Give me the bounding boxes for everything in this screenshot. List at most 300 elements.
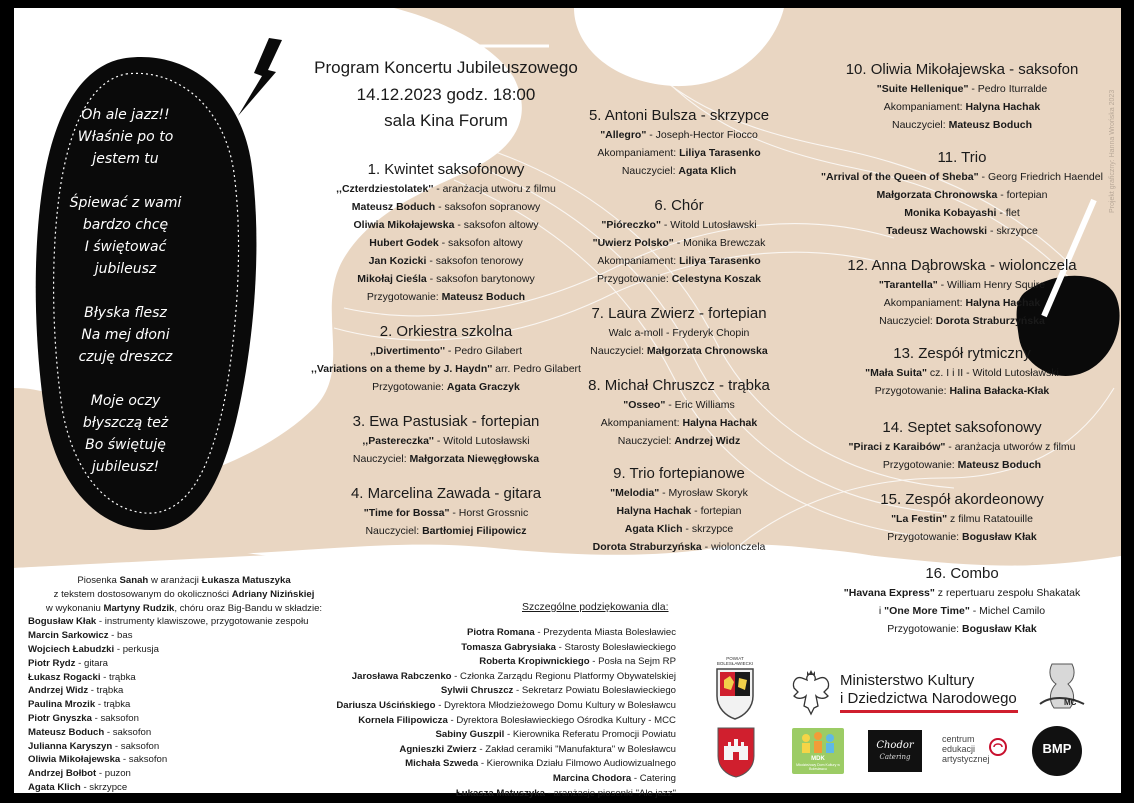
powiat-logo — [714, 656, 756, 722]
line-text: - trąbka — [88, 685, 124, 697]
line-text: z filmu Ratatouille — [947, 513, 1033, 525]
bold-text: Marcina Chodora — [552, 773, 632, 784]
thanks-line — [467, 626, 676, 639]
vertical-credit: Projekt graficzny: Hanna Wrońska 2023 — [1109, 89, 1116, 213]
song-credit-line — [28, 629, 133, 642]
line-text: cz. I i II - Witold Lutosławski — [927, 367, 1059, 379]
program-item-title: 4. Marcelina Zawada - gitara — [350, 485, 542, 502]
mc-label: MC — [1064, 698, 1077, 707]
thanks-line — [461, 641, 676, 654]
program-item-line — [848, 440, 1075, 454]
line-text: - Sekretarz Powiatu Bolesławieckiego — [513, 685, 676, 697]
program-item-line — [600, 128, 758, 142]
line-text: - Georg Friedrich Haendel — [978, 171, 1103, 183]
line-text: Nauczyciel: — [621, 165, 679, 177]
program-item-line — [879, 278, 1045, 292]
program-item-line — [618, 434, 740, 448]
program-item-title: 16. Combo — [925, 565, 999, 582]
bold-text: "Piraci z Karaibów" — [848, 441, 946, 453]
bold-text: Oliwia Mikołajewska — [28, 754, 121, 766]
bold-text: Dorota Straburzyńska — [935, 315, 1045, 327]
line-text: - Prezydenta Miasta Bolesławiec — [534, 627, 676, 638]
bold-text: Mateusz Boduch — [351, 201, 436, 213]
bmp-logo — [1032, 726, 1082, 776]
bold-text: Wojciech Łabudzki — [28, 644, 115, 655]
oval-lyric-line: Na mej dłoni — [81, 327, 170, 343]
program-item-line — [336, 182, 556, 196]
oval-lyric-line: Śpiewać z wami — [69, 195, 182, 211]
thanks-line — [405, 757, 676, 770]
line-text: Akompaniament: — [597, 147, 680, 159]
bold-text: Kornela Filipowicza — [358, 714, 448, 726]
program-item-title: 14. Septet saksofonowy — [882, 419, 1042, 436]
bold-text: Agata Klich — [28, 782, 81, 793]
oval-lyric-line — [58, 170, 193, 192]
program-item-line — [877, 82, 1047, 96]
line-text: - trąbka — [95, 699, 131, 711]
oval-lyric-line: Bo świętuję — [85, 437, 166, 453]
bold-text: Piotr Rydz — [28, 657, 76, 669]
song-credit-line — [28, 615, 308, 628]
program-item-title: 7. Laura Zwierz - fortepian — [591, 305, 767, 322]
line-text: - Posła na Sejm RP — [589, 656, 676, 668]
line-text: - aranżacja utworów z filmu — [945, 441, 1076, 453]
bold-text: Łukasza Matuszyka — [201, 575, 291, 586]
bold-text: ,,Czterdziestolatek'' — [336, 183, 434, 195]
bold-text: Jan Kozicki — [368, 255, 427, 267]
line-text: Akompaniament: — [597, 255, 680, 267]
bold-text: Mateusz Boduch — [441, 291, 526, 303]
bold-text: Mateusz Boduch — [957, 459, 1042, 471]
line-text: w aranżacji — [148, 575, 202, 586]
line-text: - aranżacje piosenki "Ale jazz" — [544, 787, 676, 799]
line-text: Nauczyciel: — [617, 435, 675, 447]
thanks-line — [399, 743, 676, 756]
line-text: - Eric Williams — [665, 399, 735, 411]
program-item-line — [593, 540, 766, 554]
line-text: - saksofon — [120, 754, 168, 766]
thanks-line — [553, 772, 676, 785]
line-text: Przygotowanie: — [887, 531, 963, 543]
line-text: - aranżacja utworu z filmu — [433, 183, 556, 195]
program-item-line — [622, 164, 736, 178]
program-item-line — [365, 524, 526, 538]
oval-lyric-line: Właśnie po to — [77, 129, 174, 145]
bold-text: Bogusław Kłak — [962, 531, 1037, 543]
program-item-line — [887, 530, 1036, 544]
line-text: w wykonaniu — [45, 602, 104, 614]
program-item-line — [617, 504, 742, 518]
song-credit-line — [28, 753, 167, 766]
program-item-line — [369, 236, 522, 250]
line-text: - trąbka — [100, 671, 136, 683]
line-text: - wiolonczela — [701, 541, 766, 553]
line-text: Piosenka — [77, 575, 120, 586]
program-item-line — [875, 384, 1050, 398]
line-text: z repertuaru zespołu Shakatak — [934, 587, 1081, 599]
powiat-coat-of-arms-icon — [714, 666, 756, 720]
oval-lyric-line: jestem tu — [92, 151, 159, 167]
program-item-line — [601, 416, 757, 430]
oval-lyric-line: jubileusz! — [91, 459, 160, 475]
bold-text: "Mała Suita" — [865, 367, 928, 379]
line-text: - Członka Zarządu Regionu Platformy Obywatelskiej — [451, 670, 676, 682]
song-credit-line — [28, 657, 108, 670]
line-text: - bas — [108, 630, 133, 642]
line-text: - Witold Lutosławski — [433, 435, 530, 447]
program-item-line — [353, 452, 539, 466]
song-credit-line — [28, 684, 123, 697]
line-text: - Catering — [631, 773, 676, 784]
bold-text: "Uwierz Polsko" — [592, 237, 674, 249]
bold-text: ,,Pastereczka'' — [362, 435, 434, 447]
bold-text: Małgorzata Chronowska — [876, 189, 998, 201]
bold-text: Łukasza Matuszyka — [455, 787, 545, 799]
line-text: - gitara — [75, 657, 108, 669]
song-credit-line — [28, 643, 159, 656]
program-item-line — [590, 344, 767, 358]
oval-lyric-line — [58, 368, 193, 390]
bold-text: Adriany Nizińskiej — [231, 588, 315, 600]
bold-text: Martyny Rudzik — [103, 602, 175, 614]
program-item-title: 3. Ewa Pastusiak - fortepian — [352, 413, 540, 430]
song-credit-line — [28, 740, 159, 753]
bold-text: "Havana Express" — [843, 587, 935, 599]
bmp-label: BMP — [1042, 741, 1072, 756]
line-text: - Kierownika Działu Filmowo Audiowizualnego — [478, 758, 676, 770]
program-item-line — [352, 200, 540, 214]
line-text: - saksofon altowy — [438, 237, 523, 249]
eagle-icon — [788, 668, 834, 720]
chodor-line2: Catering — [879, 753, 911, 761]
line-text: - flet — [996, 207, 1020, 219]
thanks-line — [479, 655, 676, 668]
line-text: - fortepian — [997, 189, 1048, 201]
program-item-line — [362, 434, 529, 448]
oval-lyric-line — [58, 280, 193, 302]
mdk-subtitle: Młodzieżowy Dom Kultury w Bolesławcu — [796, 763, 840, 771]
song-credit-line — [28, 698, 130, 711]
bold-text: Mateusz Boduch — [948, 119, 1033, 131]
line-text: - skrzypce — [80, 782, 128, 793]
line-text: z tekstem dostosowanym do okoliczności — [53, 588, 232, 600]
bold-text: Agata Klich — [678, 165, 737, 177]
concert-venue: sala Kina Forum — [384, 111, 508, 130]
line-text: - Dyrektora Bolesławieckiego Ośrodka Kultury - MCC — [447, 714, 676, 726]
bold-text: Dariusza Uścińskiego — [336, 700, 436, 711]
program-item-line — [372, 380, 520, 394]
line-text: Przygotowanie: — [882, 459, 958, 471]
oval-lyric-line: Oh ale jazz!! — [81, 107, 170, 123]
program-item-line — [601, 218, 756, 232]
line-text: - Myrosław Skoryk — [659, 487, 748, 499]
program-item-title: 10. Oliwia Mikołajewska - saksofon — [845, 61, 1079, 78]
line-text: Przygotowanie: — [596, 273, 672, 285]
line-text: - William Henry Squire — [937, 279, 1046, 291]
concert-program-poster — [14, 8, 1121, 799]
song-credit-line — [28, 726, 151, 739]
program-item-line — [887, 622, 1036, 636]
thanks-line — [436, 728, 676, 741]
song-credit-line — [46, 602, 322, 615]
song-credit-line — [28, 767, 131, 780]
line-text: Nauczyciel: — [352, 453, 410, 465]
line-text: - Monika Brewczak — [673, 237, 766, 249]
mdk-label: MDK — [811, 756, 825, 762]
program-item-title: 11. Trio — [937, 149, 987, 166]
program-item-line — [884, 296, 1040, 310]
bold-text: Agnieszki Zwierz — [399, 743, 477, 755]
line-text: - skrzypce — [682, 523, 734, 535]
bold-text: "La Festin" — [891, 513, 948, 525]
line-text: - Michel Camilo — [969, 605, 1046, 617]
bold-text: "Pióreczko" — [601, 219, 661, 231]
line-text: Przygotowanie: — [372, 381, 447, 393]
bold-text: Bogusław Kłak — [28, 616, 97, 628]
line-text: Akompaniament: — [883, 101, 966, 113]
program-item-title: 13. Zespół rytmiczny — [893, 345, 1031, 362]
program-item-line — [597, 146, 760, 160]
oval-lyric-line: bardzo chcę — [82, 217, 169, 233]
program-item-line — [844, 586, 1080, 600]
bold-text: Sylwii Chruszcz — [440, 685, 514, 697]
program-item-line — [904, 206, 1020, 220]
chodor-catering-logo — [868, 730, 922, 772]
song-credit-line — [54, 588, 315, 601]
bold-text: ,,Variations on a theme by J. Haydn'' — [311, 363, 493, 375]
mdk-logo — [792, 728, 844, 774]
song-credit-line — [28, 781, 127, 794]
bold-text: Andrzej Widz — [674, 435, 741, 447]
program-item-line — [877, 188, 1048, 202]
line-text: - Starosty Bolesławieckiego — [556, 641, 676, 653]
line-text: Akompaniament: — [600, 417, 683, 429]
line-text: - Kierownika Referatu Promocji Powiatu — [504, 729, 676, 741]
program-item-line — [370, 344, 522, 358]
bold-text: Halyna Hachak — [965, 297, 1041, 309]
arrow-shape — [238, 38, 282, 116]
thanks-line — [456, 787, 676, 800]
oval-lyric-line: błyszczą też — [82, 415, 169, 431]
thanks-line — [352, 670, 676, 683]
program-item-line — [311, 362, 581, 376]
program-item-line — [879, 604, 1045, 618]
line-text: i — [878, 605, 885, 617]
bold-text: ,,Divertimento'' — [369, 345, 445, 357]
bold-text: Roberta Kropiwnickiego — [479, 656, 590, 668]
powiat-label: POWIAT BOLESŁAWIECKI — [716, 656, 754, 666]
program-item-line — [597, 254, 760, 268]
line-text: - saksofon altowy — [454, 219, 539, 231]
line-text: Przygotowanie: — [366, 291, 442, 303]
bold-text: Michała Szweda — [405, 758, 479, 770]
line-text: Przygotowanie: — [874, 385, 950, 397]
ministry-name-line2: i Dziedzictwa Narodowego — [840, 690, 1017, 707]
line-text: - saksofon — [91, 713, 139, 724]
concert-date: 14.12.2023 godz. 18:00 — [356, 85, 536, 104]
program-item-title: 15. Zespół akordeonowy — [880, 491, 1044, 508]
mdk-figures-icon — [792, 728, 844, 758]
line-text: - Pedro Iturralde — [968, 83, 1048, 95]
program-item-line — [879, 314, 1045, 328]
castle-coat-of-arms-icon — [716, 726, 756, 778]
bold-text: Liliya Tarasenko — [679, 255, 761, 267]
line-text: - saksofon sopranowy — [435, 201, 541, 213]
mc-ceramics-icon — [1038, 660, 1086, 716]
song-credit-line — [28, 712, 139, 725]
line-text: Nauczyciel: — [891, 119, 949, 131]
program-item-line — [369, 254, 524, 268]
line-text: Nauczyciel: — [365, 525, 423, 537]
bold-text: "Melodia" — [610, 487, 660, 499]
bold-text: "Suite Hellenique" — [876, 83, 969, 95]
oval-lyrics — [58, 104, 193, 478]
oval-lyric-line: czuję dreszcz — [78, 349, 173, 365]
bold-text: Julianna Karyszyn — [28, 740, 113, 752]
cea-line2: edukacji — [942, 744, 976, 754]
bold-text: Jarosława Rabczenko — [351, 670, 452, 682]
bold-text: Celestyna Koszak — [671, 273, 762, 285]
program-item-line — [884, 100, 1040, 114]
ministry-red-bar — [840, 710, 1018, 713]
program-item-line — [609, 326, 750, 340]
bold-text: Marcin Sarkowicz — [28, 630, 109, 642]
bold-text: Bartłomiej Filipowicz — [422, 525, 527, 537]
bold-text: Małgorzata Chronowska — [646, 345, 768, 357]
line-text: - skrzypce — [987, 225, 1038, 237]
bold-text: Paulina Mrozik — [28, 699, 96, 711]
bold-text: "Time for Bossa" — [363, 507, 450, 519]
line-text: Przygotowanie: — [887, 623, 963, 635]
bold-text: "Arrival of the Queen of Sheba" — [821, 171, 979, 183]
line-text: - saksofon — [104, 726, 152, 738]
bold-text: Hubert Godek — [369, 237, 439, 249]
line-text: - Dyrektora Młodzieżowego Domu Kultury w Bolesławcu — [435, 700, 676, 711]
line-text: Nauczyciel: — [879, 315, 936, 327]
program-item-line — [891, 512, 1033, 526]
program-item-line — [357, 272, 534, 286]
song-credit-line — [28, 671, 136, 684]
line-text: - instrumenty klawiszowe, przygotowanie zespołu — [96, 616, 309, 628]
bold-text: Andrzej Widz — [28, 685, 89, 697]
program-item-title: 8. Michał Chruszcz - trąbka — [588, 377, 770, 394]
line-text: Walc a-moll - Fryderyk Chopin — [608, 327, 750, 339]
line-text: - Witold Lutosławski — [660, 219, 757, 231]
bold-text: Mateusz Boduch — [28, 726, 105, 738]
bold-text: Sabiny Guszpil — [435, 729, 505, 741]
bold-text: Piotr Gnyszka — [28, 713, 92, 724]
program-item-line — [883, 458, 1041, 472]
oval-lyric-line: I świętować — [84, 239, 167, 255]
bold-text: Halyna Hachak — [682, 417, 758, 429]
bold-text: "Osseo" — [623, 399, 666, 411]
oval-lyric-line: Moje oczy — [90, 393, 161, 409]
program-item-title: 9. Trio fortepianowe — [613, 465, 745, 482]
line-text: - perkusja — [114, 644, 159, 655]
bold-text: Dorota Straburzyńska — [592, 541, 702, 553]
program-item-line — [623, 398, 734, 412]
mc-logo — [1038, 660, 1086, 716]
bold-text: Andrzej Bołbot — [28, 768, 97, 780]
bold-text: Piotra Romana — [466, 627, 535, 638]
program-item-title: 12. Anna Dąbrowska - wiolonczela — [847, 257, 1077, 274]
cea-line3: artystycznej — [942, 754, 990, 764]
bold-text: Agata Klich — [624, 523, 683, 535]
line-text: - saksofon barytonowy — [426, 273, 535, 285]
bold-text: Oliwia Mikołajewska — [353, 219, 455, 231]
program-item-title: 2. Orkiestra szkolna — [379, 323, 513, 340]
bold-text: "Tarantella" — [878, 279, 938, 291]
program-item-line — [597, 272, 761, 286]
oval-lyric-line: jubileusz — [94, 261, 157, 277]
chodor-line1: Chodor — [876, 740, 914, 751]
bold-text: Monika Kobayashi — [904, 207, 997, 219]
line-text: - Zakład ceramiki "Manufaktura" w Bolesławcu — [476, 743, 676, 755]
line-text: Nauczyciel: — [590, 345, 647, 357]
cea-line1: centrum — [942, 734, 975, 744]
program-item-line — [610, 486, 748, 500]
line-text: Akompaniament: — [883, 297, 966, 309]
cea-circle-icon — [988, 737, 1008, 757]
cea-logo — [942, 734, 1012, 770]
ministry-logo — [788, 668, 1020, 728]
line-text: - Joseph-Hector Fiocco — [646, 129, 758, 141]
oval-lyric-line: Błyska flesz — [84, 305, 167, 321]
program-item-line — [367, 290, 525, 304]
red-castle-logo — [716, 726, 756, 778]
bold-text: "One More Time" — [884, 605, 970, 617]
line-text: - Horst Grossnic — [449, 507, 529, 519]
program-item-title: 5. Antoni Bulsza - skrzypce — [588, 107, 770, 124]
line-text: , chóru oraz Big-Bandu w składzie: — [174, 602, 323, 614]
bold-text: Halyna Hachak — [965, 101, 1041, 113]
line-text: arr. Pedro Gilabert — [492, 363, 581, 375]
bold-text: Małgorzata Niewęgłowska — [409, 453, 540, 465]
song-credit-line — [77, 574, 290, 587]
thanks-line — [441, 684, 676, 697]
program-item-line — [886, 224, 1038, 238]
program-item-title: 6. Chór — [654, 197, 704, 214]
bold-text: Tomasza Gabrysiaka — [461, 641, 557, 653]
program-item-line — [353, 218, 538, 232]
bold-text: Halina Bałacka-Kłak — [949, 385, 1050, 397]
line-text: - Pedro Gilabert — [444, 345, 523, 357]
program-item-line — [364, 506, 528, 520]
line-text: - saksofon — [112, 740, 160, 752]
line-text: - saksofon tenorowy — [426, 255, 524, 267]
program-item-line — [865, 366, 1059, 380]
bold-text: Mikołaj Cieśla — [357, 273, 427, 285]
thanks-line — [336, 699, 676, 712]
bold-text: Liliya Tarasenko — [679, 147, 761, 159]
program-item-title: 1. Kwintet saksofonowy — [367, 161, 525, 178]
bold-text: Sanah — [119, 575, 149, 586]
bold-text: Halyna Hachak — [616, 505, 692, 517]
line-text: - puzon — [96, 768, 131, 780]
bold-text: "Allegro" — [600, 129, 647, 141]
program-item-line — [625, 522, 734, 536]
bold-text: Tadeusz Wachowski — [886, 225, 988, 237]
program-item-line — [821, 170, 1103, 184]
thanks-line — [358, 714, 676, 727]
line-text: - fortepian — [691, 505, 742, 517]
thanks-heading: Szczególne podziękowania dla: — [522, 601, 669, 613]
ministry-name-line1: Ministerstwo Kultury — [840, 672, 975, 689]
program-title: Program Koncertu Jubileuszowego — [314, 58, 578, 77]
bold-text: Agata Graczyk — [446, 381, 520, 393]
program-item-line — [593, 236, 766, 250]
program-item-line — [892, 118, 1032, 132]
